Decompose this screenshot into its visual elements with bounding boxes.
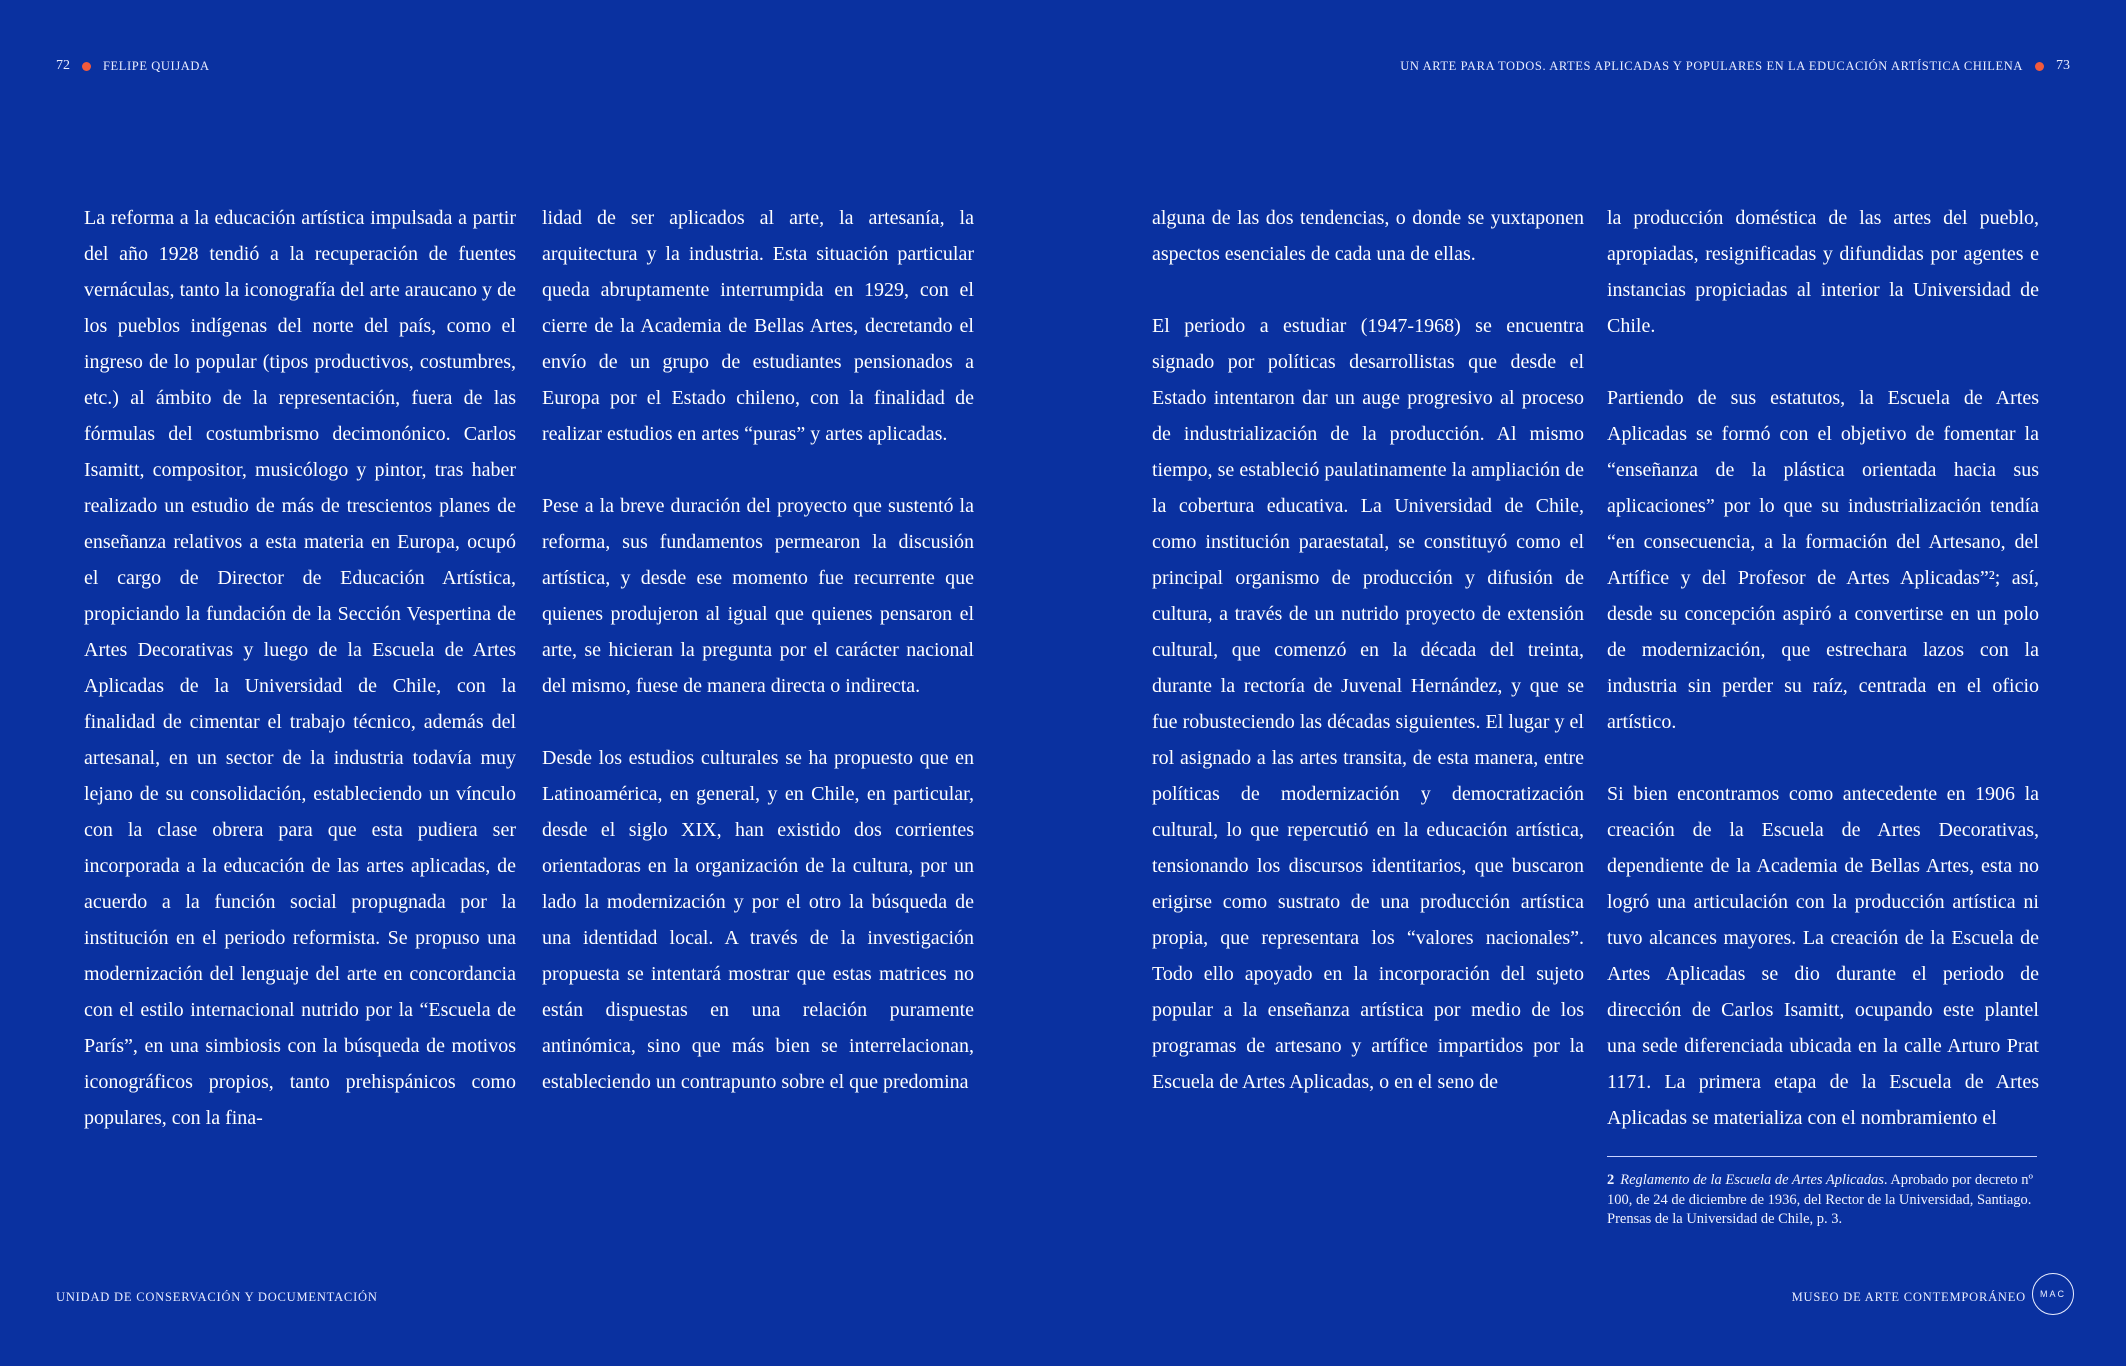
footnote-text: . Aprobado por decreto nº 100, de 24 de diciembre de 1936, del Rector de la Universidad, Santiago. Prensas de la Universidad de Chile, p. 3. bbox=[1607, 1172, 2033, 1227]
text-column-2 bbox=[542, 200, 974, 1100]
bullet-dot-icon bbox=[82, 62, 91, 71]
paragraph: la producción doméstica de las artes del pueblo, apropiadas, resignificadas y difundidas por agentes e instancias propiciadas al interior la Universidad de Chile. bbox=[1607, 207, 2039, 337]
text-column-3 bbox=[1152, 200, 1584, 1100]
footnote bbox=[1607, 1156, 2037, 1230]
text-column-4 bbox=[1607, 200, 2039, 1136]
footer-left: UNIDAD DE CONSERVACIÓN Y DOCUMENTACIÓN bbox=[56, 1290, 378, 1304]
logo-text: MAC bbox=[2040, 1289, 2066, 1299]
paragraph: El periodo a estudiar (1947-1968) se encuentra signado por políticas desarrollistas que desde el Estado intentaron dar un auge progresivo al proceso de industrialización de la producción. Al mismo tiempo, se estableció paulatinamente la ampliación de la cobertura educativa. La Universidad de Chile, como institución paraestatal, se constituyó como el principal organismo de producción y difusión de cultura, a través de un nutrido proyecto de extensión cultural, que comenzó en la década del treinta, durante la rectoría de Juvenal Hernández, y que se fue robusteciendo las décadas siguientes. El lugar y el rol asignado a las artes transita, de esta manera, entre políticas de modernización y democratización cultural, lo que repercutió en la educación artística, tensionando los discursos identitarios, que buscaron erigirse como sustrato de una producción artística propia, que representara los “valores nacionales”. Todo ello apoyado en la incorporación del sujeto popular a la enseñanza artística por medio de los programas de artesano y artífice impartidos por la Escuela de Artes Aplicadas, o en el seno de bbox=[1152, 315, 1584, 1093]
paragraph: Si bien encontramos como antecedente en 1906 la creación de la Escuela de Artes Decorativas, dependiente de la Academia de Bellas Artes, esta no logró una articulación con la producción artística ni tuvo alcances mayores. La creación de la Escuela de Artes Aplicadas se dio durante el periodo de dirección de Carlos Isamitt, ocupando este plantel una sede diferenciada ubicada en la calle Arturo Prat 1171. La primera etapa de la Escuela de Artes Aplicadas se materializa con el nombramiento el bbox=[1607, 783, 2039, 1129]
footnote-title: Reglamento de la Escuela de Artes Aplicadas bbox=[1620, 1172, 1884, 1188]
paragraph: lidad de ser aplicados al arte, la artesanía, la arquitectura y la industria. Esta situación particular queda abruptamente interrumpida en 1929, con el cierre de la Academia de Bellas Artes, decretando el envío de un grupo de estudiantes pensionados a Europa por el Estado chileno, con la finalidad de realizar estudios en artes “puras” y artes aplicadas. bbox=[542, 207, 974, 445]
header-right bbox=[1400, 56, 2070, 76]
page-number-left: 72 bbox=[56, 58, 70, 73]
text-column-1 bbox=[84, 200, 516, 1136]
paragraph: alguna de las dos tendencias, o donde se yuxtaponen aspectos esenciales de cada una de ellas. bbox=[1152, 207, 1584, 265]
mac-logo bbox=[2032, 1273, 2074, 1315]
paragraph: Partiendo de sus estatutos, la Escuela de Artes Aplicadas se formó con el objetivo de fomentar la “enseñanza de la plástica orientada hacia sus aplicaciones” por lo que su industrialización tendía “en consecuencia, a la formación del Artesano, del Artífice y del Profesor de Artes Aplicadas”²; así, desde su concepción aspiró a convertirse en un polo de modernización, que estrechara lazos con la industria sin perder su raíz, centrada en el oficio artístico. bbox=[1607, 387, 2039, 733]
footnote-number: 2 bbox=[1607, 1172, 1615, 1188]
bullet-dot-icon bbox=[2035, 62, 2044, 71]
paragraph: La reforma a la educación artística impulsada a partir del año 1928 tendió a la recuperación de fuentes vernáculas, tanto la iconografía del arte araucano y de los pueblos indígenas del norte del país, como el ingreso de lo popular (tipos productivos, costumbres, etc.) al ámbito de la representación, fuera de las fórmulas del costumbrismo decimonónico. Carlos Isamitt, compositor, musicólogo y pintor, tras haber realizado un estudio de más de trescientos planes de enseñanza relativos a esta materia en Europa, ocupó el cargo de Director de Educación Artística, propiciando la fundación de la Sección Vespertina de Artes Decorativas y luego de la Escuela de Artes Aplicadas de la Universidad de Chile, con la finalidad de cimentar el trabajo técnico, además del artesanal, en un sector de la industria todavía muy lejano de su consolidación, estableciendo un vínculo con la clase obrera para que esta pudiera ser incorporada a la educación de las artes aplicadas, de acuerdo a la función social propugnada por la institución en el periodo reformista. Se propuso una modernización del lenguaje del arte en concordancia con el estilo internacional nutrido por la “Escuela de París”, en una simbiosis con la búsqueda de motivos iconográficos propios, tanto prehispánicos como populares, con la fina- bbox=[84, 207, 516, 1129]
author-name: FELIPE QUIJADA bbox=[103, 58, 210, 73]
page-number-right: 73 bbox=[2056, 58, 2070, 73]
footer-right: MUSEO DE ARTE CONTEMPORÁNEO bbox=[1791, 1290, 2026, 1304]
header-left bbox=[56, 56, 210, 76]
paragraph: Pese a la breve duración del proyecto que sustentó la reforma, sus fundamentos permearon la discusión artística, y desde ese momento fue recurrente que quienes produjeron al igual que quienes pensaron el arte, se hicieran la pregunta por el carácter nacional del mismo, fuese de manera directa o indirecta. bbox=[542, 495, 974, 697]
running-title: UN ARTE PARA TODOS. ARTES APLICADAS Y POPULARES EN LA EDUCACIÓN ARTÍSTICA CHILENA bbox=[1400, 58, 2023, 73]
paragraph: Desde los estudios culturales se ha propuesto que en Latinoamérica, en general, y en Chile, en particular, desde el siglo XIX, han existido dos corrientes orientadoras en la organización de la cultura, por un lado la modernización y por el otro la búsqueda de una identidad local. A través de la investigación propuesta se intentará mostrar que estas matrices no están dispuestas en una relación puramente antinómica, sino que más bien se interrelacionan, estableciendo un contrapunto sobre el que predomina bbox=[542, 747, 974, 1093]
